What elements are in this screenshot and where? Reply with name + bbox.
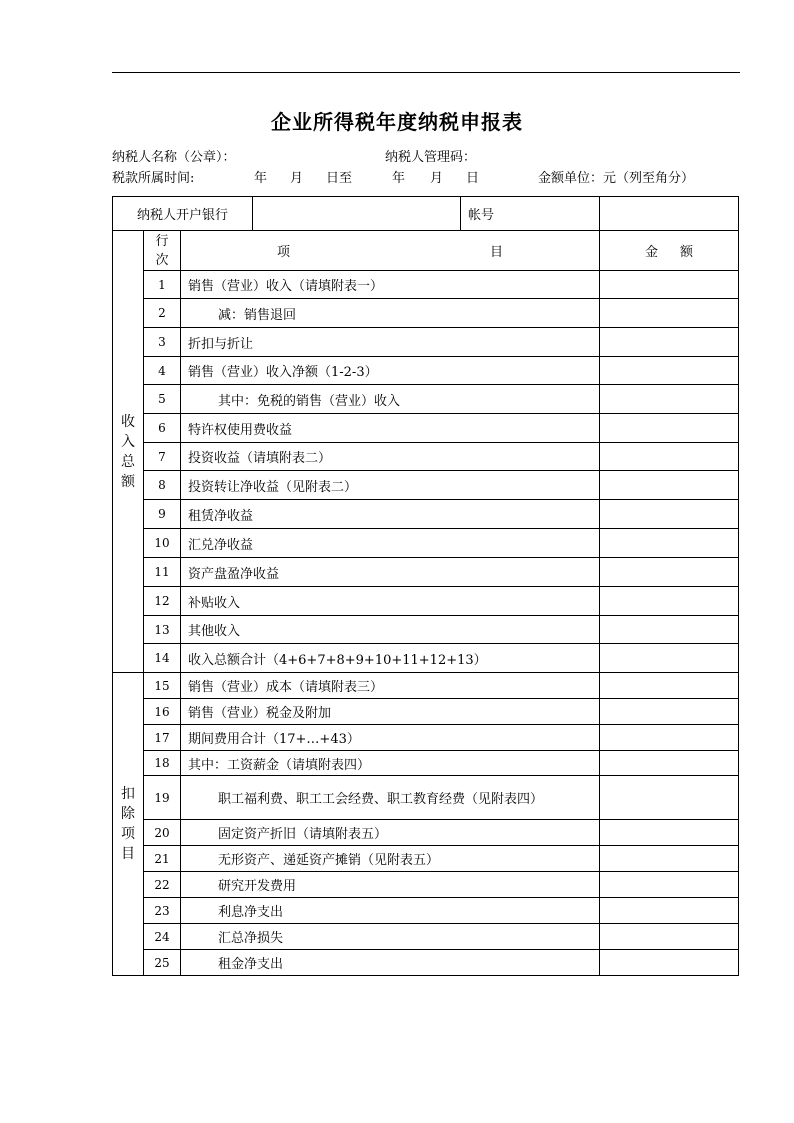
row-amount-cell[interactable]: [600, 471, 739, 500]
table-row: [113, 558, 739, 587]
row-number: 16: [144, 699, 181, 725]
period-month-1: 月: [290, 171, 304, 186]
table-row: [113, 751, 739, 776]
row-amount-cell[interactable]: [600, 673, 739, 699]
row-amount-cell[interactable]: [600, 558, 739, 587]
row-item-label: 无形资产、递延资产摊销（见附表五）: [181, 846, 600, 872]
row-amount-cell[interactable]: [600, 414, 739, 443]
group-income-label: 收 入 总 额: [113, 231, 144, 673]
row-item-label: 收入总额合计（4+6+7+8+9+10+11+12+13）: [181, 644, 600, 673]
row-number: 18: [144, 751, 181, 776]
row-amount-cell[interactable]: [600, 328, 739, 357]
bank-label: 纳税人开户银行: [113, 197, 253, 231]
row-amount-cell[interactable]: [600, 924, 739, 950]
row-number: 6: [144, 414, 181, 443]
row-item-label: 利息净支出: [181, 898, 600, 924]
row-amount-cell[interactable]: [600, 299, 739, 328]
table-row: [113, 529, 739, 558]
bank-row: [113, 197, 739, 231]
header-rule: [112, 72, 740, 73]
row-item-label: 汇总净损失: [181, 924, 600, 950]
row-item-label: 投资收益（请填附表二）: [181, 443, 600, 471]
row-number: 9: [144, 500, 181, 529]
row-number: 19: [144, 776, 181, 820]
row-item-label: 研究开发费用: [181, 872, 600, 898]
row-item-label: 投资转让净收益（见附表二）: [181, 471, 600, 500]
row-number: 25: [144, 950, 181, 976]
row-amount-cell[interactable]: [600, 587, 739, 616]
row-amount-cell[interactable]: [600, 872, 739, 898]
row-item-label: 固定资产折旧（请填附表五）: [181, 820, 600, 846]
row-number: 14: [144, 644, 181, 673]
row-number: 17: [144, 725, 181, 751]
table-row: [113, 820, 739, 846]
row-number: 11: [144, 558, 181, 587]
row-item-label: 销售（营业）成本（请填附表三）: [181, 673, 600, 699]
account-value-cell[interactable]: [600, 197, 739, 231]
period-month-2: 月: [430, 171, 444, 186]
table-row: [113, 385, 739, 414]
row-number: 2: [144, 299, 181, 328]
col-header-amount: 金 额: [600, 231, 739, 271]
table-row: [113, 414, 739, 443]
row-number: 24: [144, 924, 181, 950]
row-number: 12: [144, 587, 181, 616]
table-row: [113, 357, 739, 385]
table-row: [113, 471, 739, 500]
table-row: [113, 699, 739, 725]
taxpayer-name-label: 纳税人名称（公章）：: [112, 150, 236, 165]
row-item-label: 期间费用合计（17+…+43）: [181, 725, 600, 751]
row-item-label: 其中：工资薪金（请填附表四）: [181, 751, 600, 776]
period-day-2: 日: [466, 171, 480, 186]
bank-value-cell[interactable]: [253, 197, 461, 231]
row-item-label: 职工福利费、职工工会经费、职工教育经费（见附表四）: [181, 776, 600, 820]
row-amount-cell[interactable]: [600, 820, 739, 846]
period-label: 税款所属时间:: [112, 171, 195, 186]
row-item-label: 销售（营业）税金及附加: [181, 699, 600, 725]
row-amount-cell[interactable]: [600, 529, 739, 558]
table-row: [113, 673, 739, 699]
row-number: 21: [144, 846, 181, 872]
amount-unit-label: 金额单位：元（列至角分）: [538, 171, 695, 186]
row-number: 7: [144, 443, 181, 471]
row-item-label: 销售（营业）收入（请填附表一）: [181, 271, 600, 299]
table-row: [113, 299, 739, 328]
row-amount-cell[interactable]: [600, 898, 739, 924]
taxpayer-code-label: 纳税人管理码：: [385, 150, 477, 165]
row-item-label: 特许权使用费收益: [181, 414, 600, 443]
row-amount-cell[interactable]: [600, 357, 739, 385]
row-amount-cell[interactable]: [600, 699, 739, 725]
row-amount-cell[interactable]: [600, 616, 739, 644]
row-item-label: 资产盘盈净收益: [181, 558, 600, 587]
table-row: [113, 725, 739, 751]
row-number: 4: [144, 357, 181, 385]
table-row: [113, 950, 739, 976]
row-item-label: 销售（营业）收入净额（1-2-3）: [181, 357, 600, 385]
table-row: [113, 328, 739, 357]
row-item-label: 补贴收入: [181, 587, 600, 616]
col-header-seq: 行 次: [144, 231, 181, 271]
account-label: 帐号: [461, 197, 600, 231]
row-amount-cell[interactable]: [600, 644, 739, 673]
period-day-to: 日至: [326, 171, 353, 186]
row-amount-cell[interactable]: [600, 950, 739, 976]
row-amount-cell[interactable]: [600, 751, 739, 776]
row-number: 13: [144, 616, 181, 644]
group-deduct-label: 扣 除 项 目: [113, 673, 144, 976]
row-amount-cell[interactable]: [600, 443, 739, 471]
row-amount-cell[interactable]: [600, 500, 739, 529]
row-amount-cell[interactable]: [600, 725, 739, 751]
row-item-label: 租赁净收益: [181, 500, 600, 529]
table-row: [113, 898, 739, 924]
table-row: [113, 500, 739, 529]
table-row: [113, 924, 739, 950]
row-item-label: 减：销售退回: [181, 299, 600, 328]
row-amount-cell[interactable]: [600, 846, 739, 872]
row-number: 20: [144, 820, 181, 846]
table-row: [113, 616, 739, 644]
period-year-2: 年: [392, 171, 406, 186]
table-row: [113, 587, 739, 616]
row-item-label: 折扣与折让: [181, 328, 600, 357]
row-number: 8: [144, 471, 181, 500]
row-amount-cell[interactable]: [600, 271, 739, 299]
tax-return-table: [112, 196, 739, 976]
row-item-label: 租金净支出: [181, 950, 600, 976]
table-row: [113, 644, 739, 673]
row-item-label: 汇兑净收益: [181, 529, 600, 558]
row-number: 5: [144, 385, 181, 414]
row-number: 15: [144, 673, 181, 699]
table-row: [113, 846, 739, 872]
row-number: 23: [144, 898, 181, 924]
form-title: 企业所得税年度纳税申报表: [271, 110, 523, 134]
row-item-label: 其他收入: [181, 616, 600, 644]
table-row: [113, 443, 739, 471]
row-number: 1: [144, 271, 181, 299]
row-number: 22: [144, 872, 181, 898]
table-row: [113, 271, 739, 299]
row-amount-cell[interactable]: [600, 385, 739, 414]
table-row: [113, 872, 739, 898]
col-header-item: 项 目: [181, 231, 600, 271]
column-header-row: [113, 231, 739, 271]
period-year-1: 年: [254, 171, 268, 186]
row-number: 3: [144, 328, 181, 357]
row-amount-cell[interactable]: [600, 776, 739, 820]
table-row: [113, 776, 739, 820]
row-item-label: 其中：免税的销售（营业）收入: [181, 385, 600, 414]
row-number: 10: [144, 529, 181, 558]
